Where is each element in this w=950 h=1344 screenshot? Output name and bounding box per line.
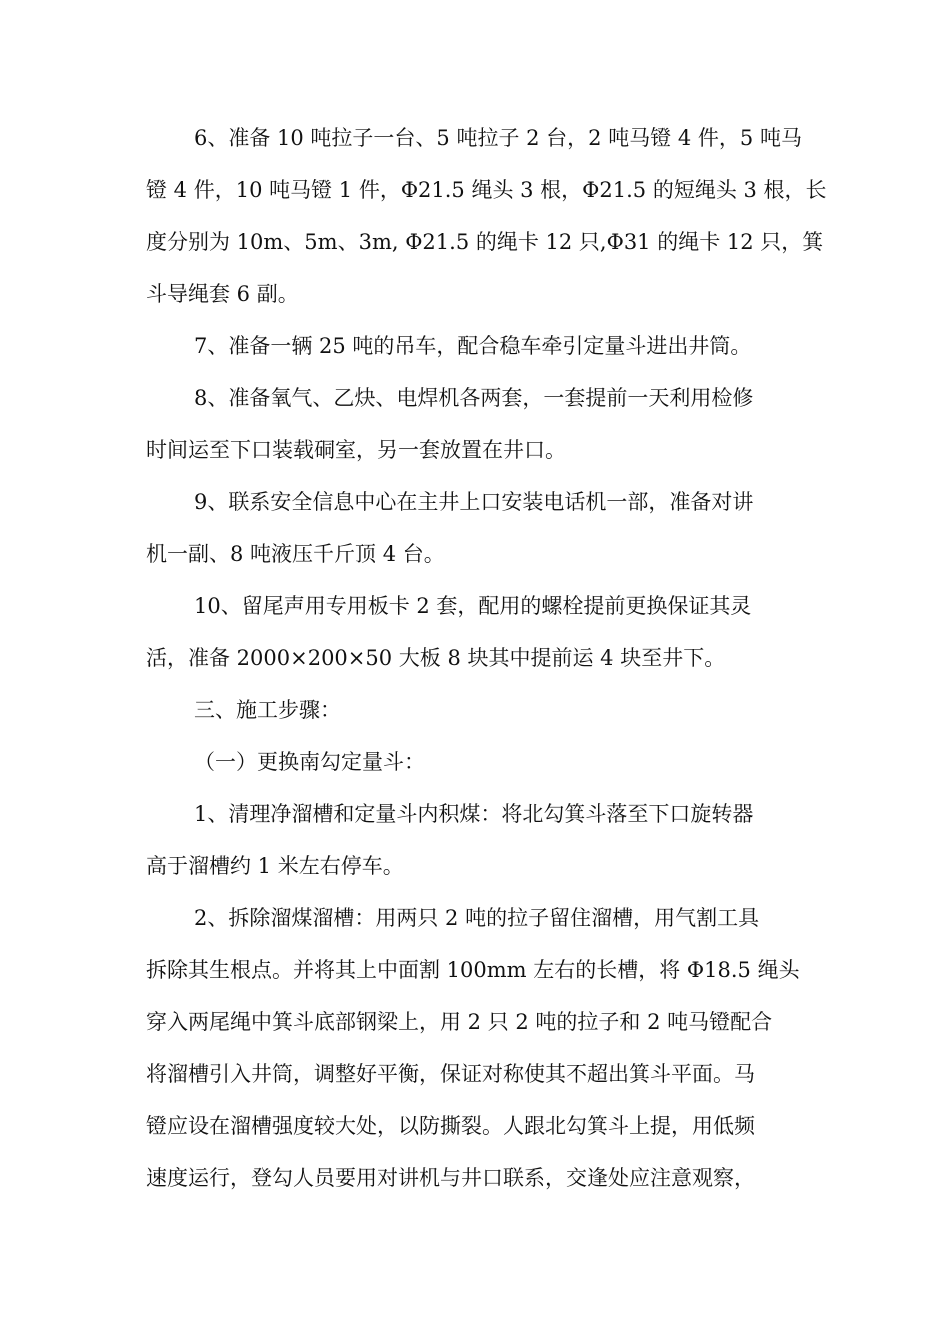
subsection-heading: （一）更换南勾定量斗： [194,750,425,774]
paragraph-line: 镫 4 件，10 吨马镫 1 件，Φ21.5 绳头 3 根，Φ21.5 的短绳头 3 根，长 [146,178,827,202]
section-heading: 三、施工步骤： [194,698,341,722]
paragraph-line: 7、准备一辆 25 吨的吊车，配合稳车牵引定量斗进出井筒。 [194,334,752,358]
paragraph-line: 度分别为 10m、5m、3m, Φ21.5 的绳卡 12 只,Φ31 的绳卡 12 只，箕 [146,230,824,254]
paragraph-line: 镫应设在溜槽强度较大处，以防撕裂。人跟北勾箕斗上提，用低频 [146,1114,755,1138]
paragraph-line: 10、留尾声用专用板卡 2 套，配用的螺栓提前更换保证其灵 [194,594,752,618]
document-body [146,112,827,1204]
paragraph-line: 机一副、8 吨液压千斤顶 4 台。 [146,542,445,566]
paragraph-line: 2、拆除溜煤溜槽：用两只 2 吨的拉子留住溜槽，用气割工具 [194,906,760,930]
paragraph-line: 活，准备 2000×200×50 大板 8 块其中提前运 4 块至井下。 [146,646,726,670]
paragraph-line: 1、清理净溜槽和定量斗内积煤：将北勾箕斗落至下口旋转器 [194,802,754,826]
paragraph-line: 6、准备 10 吨拉子一台、5 吨拉子 2 台，2 吨马镫 4 件，5 吨马 [194,126,802,150]
paragraph-line: 8、准备氧气、乙炔、电焊机各两套，一套提前一天利用检修 [194,386,754,410]
paragraph-line: 9、联系安全信息中心在主井上口安装电话机一部，准备对讲 [194,490,754,514]
paragraph-line: 时间运至下口装载硐室，另一套放置在井口。 [146,438,566,462]
paragraph-line: 速度运行，登勾人员要用对讲机与井口联系，交逢处应注意观察， [146,1166,755,1190]
paragraph-line: 穿入两尾绳中箕斗底部钢梁上，用 2 只 2 吨的拉子和 2 吨马镫配合 [146,1010,773,1034]
paragraph-line: 斗导绳套 6 副。 [146,282,299,306]
paragraph-line: 拆除其生根点。并将其上中面割 100mm 左右的长槽，将 Φ18.5 绳头 [146,958,800,982]
paragraph-line: 将溜槽引入井筒，调整好平衡，保证对称使其不超出箕斗平面。马 [146,1062,755,1086]
paragraph-line: 高于溜槽约 1 米左右停车。 [146,854,404,878]
